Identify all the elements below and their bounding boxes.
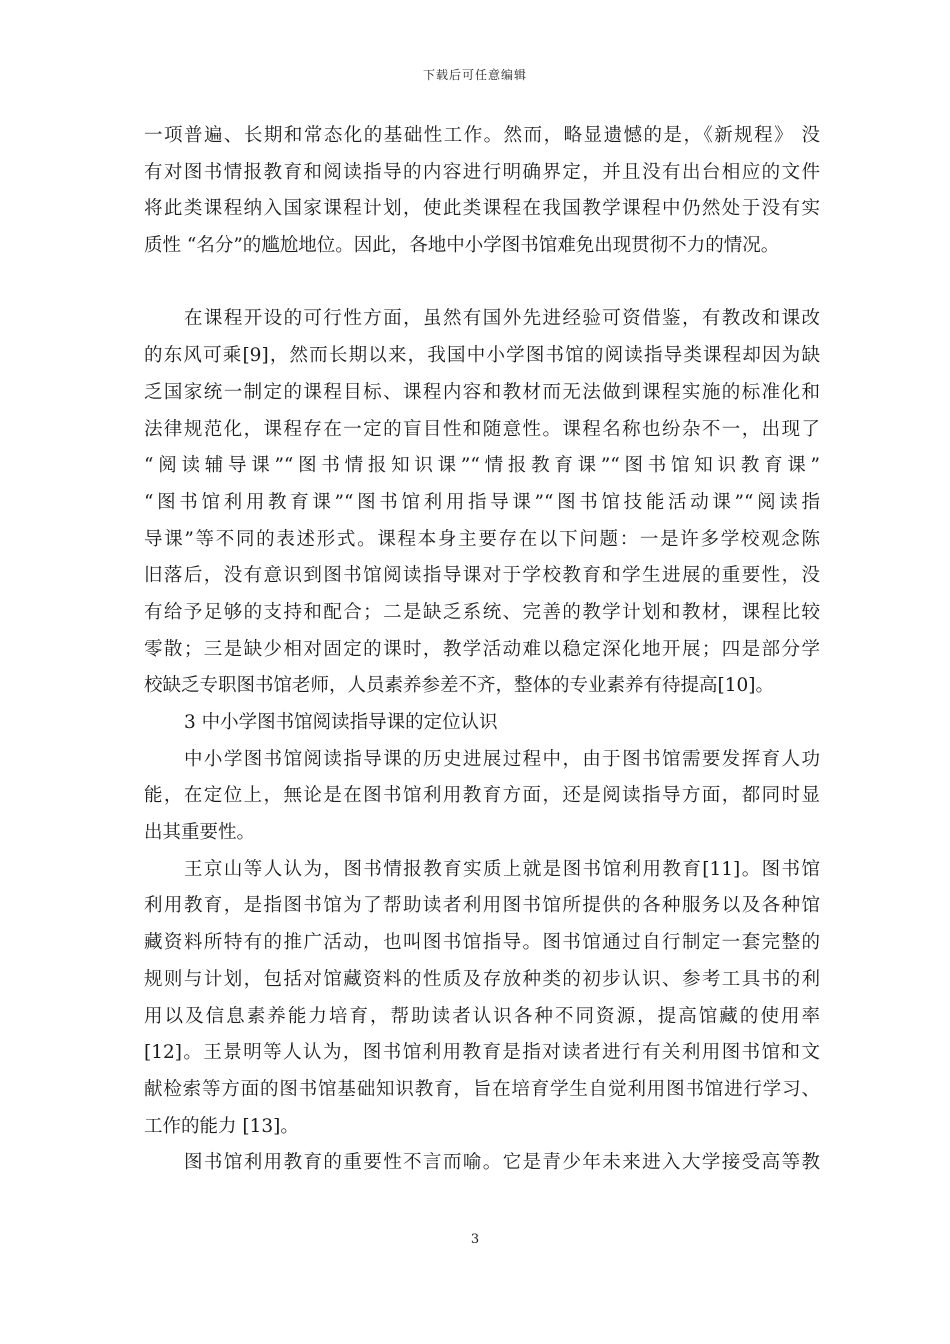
paragraph (144, 301, 820, 705)
text-line: 利用教育，是指图书馆为了帮助读者利用图书馆所提供的各种服务以及各种馆 (144, 895, 820, 917)
section-heading-text: 3 中小学图书馆阅读指导课的定位认识 (184, 712, 498, 733)
text-line: 有给予足够的支持和配合；二是缺乏系统、完善的教学计划和教材，课程比较 (144, 601, 820, 623)
text-line: 献检索等方面的图书馆基础知识教育，旨在培育学生自觉利用图书馆进行学习、 (144, 1078, 820, 1100)
paragraph-spacer (144, 265, 820, 302)
text-line: 规则与计划，包括对馆藏资料的性质及存放种类的初步认识、参考工具书的利 (144, 968, 820, 990)
page-header: 下载后可任意编辑 (422, 68, 527, 82)
text-line: 中小学图书馆阅读指导课的历史进展过程中，由于图书馆需要发挥育人功 (184, 748, 820, 770)
paragraph (144, 1145, 820, 1182)
text-line: [12]。王景明等人认为，图书馆利用教育是指对读者进行有关利用图书馆和文 (144, 1042, 820, 1064)
text-line: 旧落后，没有意识到图书馆阅读指导课对于学校教育和学生进展的重要性，没 (144, 565, 820, 587)
text-line: 将此类课程纳入国家课程计划，使此类课程在我国教学课程中仍然处于没有实 (144, 198, 820, 220)
text-line: 法律规范化，课程存在一定的盲目性和随意性。课程名称也纷杂不一，出现了 (144, 418, 820, 440)
text-line: 工作的能力 [13]。 (144, 1115, 299, 1137)
text-line: 的东风可乘[9]，然而长期以来，我国中小学图书馆的阅读指导类课程却因为缺 (144, 345, 820, 367)
text-line: 质性 “名分”的尴尬地位。因此，各地中小学图书馆难免出现贯彻不力的情况。 (144, 235, 780, 257)
text-line: 王京山等人认为，图书情报教育实质上就是图书馆利用教育[11]。图书馆 (184, 858, 820, 880)
text-line: 导课”等不同的表述形式。课程本身主要存在以下问题：一是许多学校观念陈 (144, 528, 820, 550)
text-line: 校缺乏专职图书馆老师，人员素养参差不齐，整体的专业素养有待提高[10]。 (144, 675, 774, 697)
paragraph (144, 742, 820, 852)
text-line: 出其重要性。 (144, 822, 256, 844)
document-body (144, 118, 820, 1182)
page-number: 3 (470, 1232, 480, 1247)
text-line: “阅读辅导课”“图书情报知识课”“情报教育课”“图书馆知识教育课” (144, 455, 820, 477)
text-line: 有对图书情报教育和阅读指导的内容进行明确界定，并且没有出台相应的文件 (144, 161, 820, 183)
section-heading (144, 705, 820, 742)
text-line: 用以及信息素养能力培育，帮助读者认识各种不同资源，提高馆藏的使用率 (144, 1005, 820, 1027)
text-line: “图书馆利用教育课”“图书馆利用指导课”“图书馆技能活动课”“阅读指 (144, 491, 820, 513)
paragraph (144, 118, 820, 265)
text-line: 乏国家统一制定的课程目标、课程内容和教材而无法做到课程实施的标准化和 (144, 381, 820, 403)
text-line: 能，在定位上，無论是在图书馆利用教育方面，还是阅读指导方面，都同时显 (144, 785, 820, 807)
text-line: 在课程开设的可行性方面，虽然有国外先进经验可资借鉴，有教改和课改 (184, 308, 820, 330)
text-line: 一项普遍、长期和常态化的基础性工作。然而，略显遗憾的是，《新规程》 没 (144, 125, 820, 146)
text-line: 零散；三是缺少相对固定的课时，教学活动难以稳定深化地开展；四是部分学 (144, 638, 820, 660)
paragraph (144, 852, 820, 1146)
text-line: 藏资料所特有的推广活动，也叫图书馆指导。图书馆通过自行制定一套完整的 (144, 932, 820, 954)
text-line: 图书馆利用教育的重要性不言而喻。它是青少年未来进入大学接受高等教 (184, 1152, 820, 1174)
